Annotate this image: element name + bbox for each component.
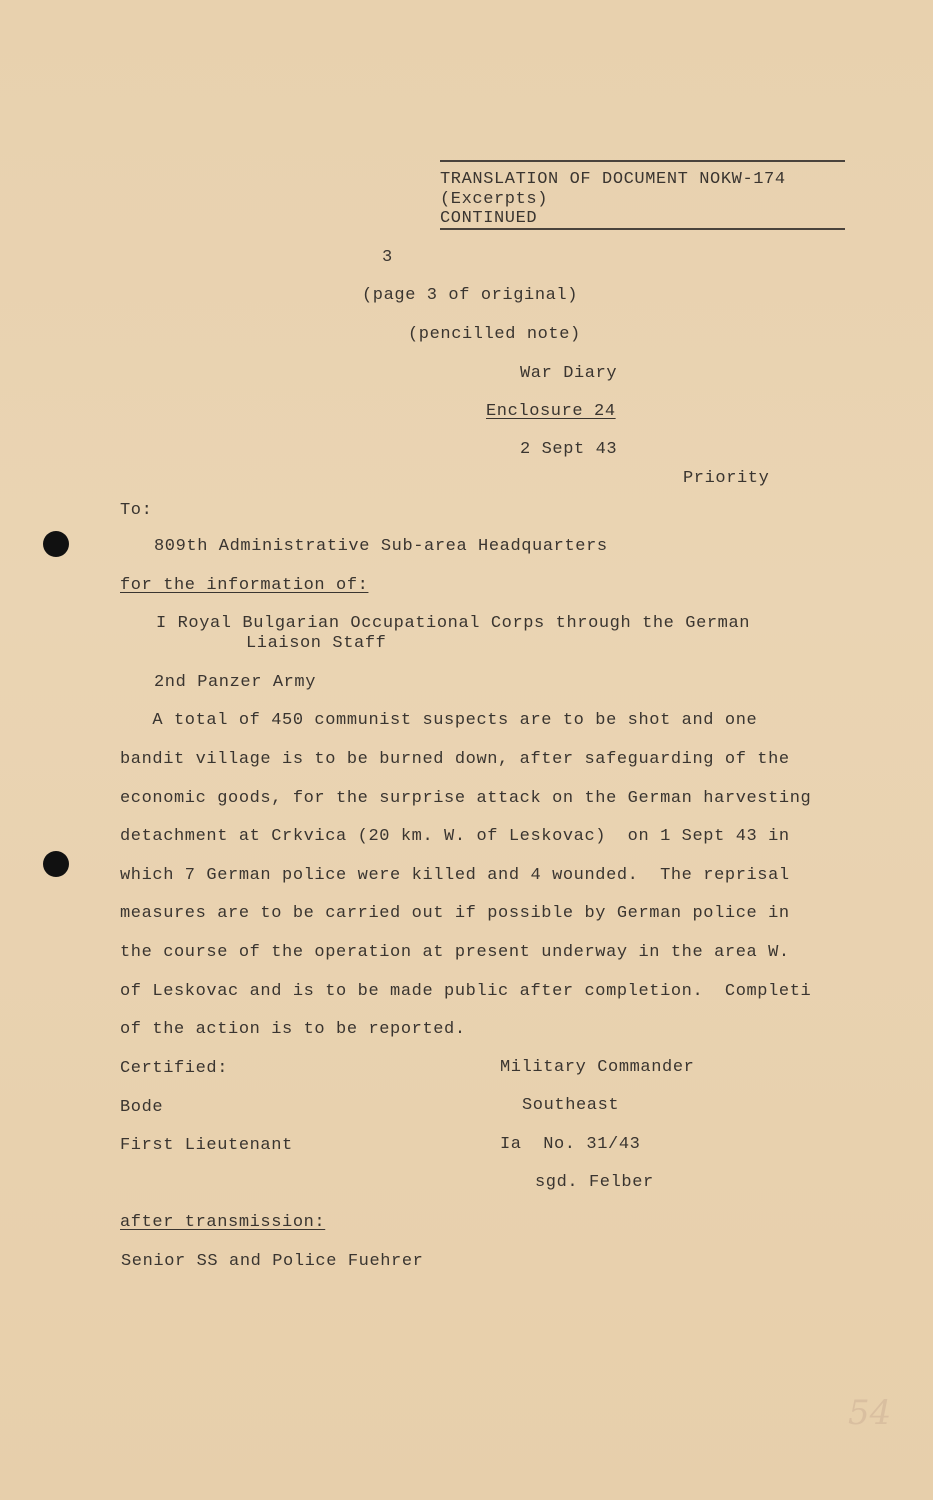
priority: Priority — [683, 469, 770, 488]
header-bottom-rule — [440, 228, 845, 230]
header-excerpts: (Excerpts) — [440, 190, 549, 209]
signature-line-2: Southeast — [522, 1096, 620, 1115]
body-line: which 7 German police were killed and 4 wounded. The reprisal — [120, 866, 790, 885]
body-line: economic goods, for the surprise attack on the German harvesting — [120, 789, 812, 808]
header-continued: CONTINUED — [440, 209, 538, 228]
war-diary: War Diary — [520, 364, 618, 383]
body-line: of Leskovac and is to be made public after completion. Completi — [120, 982, 812, 1001]
info-recipient-2: 2nd Panzer Army — [154, 673, 317, 692]
after-transmission-label: after transmission: — [120, 1213, 326, 1232]
certified-label: Certified: — [120, 1059, 229, 1078]
body-line: the course of the operation at present underway in the area W. — [120, 943, 790, 962]
signature-line-4: sgd. Felber — [535, 1173, 654, 1192]
signature-line-3: Ia No. 31/43 — [500, 1135, 641, 1154]
body-line: detachment at Crkvica (20 km. W. of Leskovac) on 1 Sept 43 in — [120, 827, 790, 846]
certified-name: Bode — [120, 1098, 164, 1117]
page-of-original: (page 3 of original) — [362, 286, 579, 305]
certified-rank: First Lieutenant — [120, 1136, 293, 1155]
signature-line-1: Military Commander — [500, 1058, 695, 1077]
page-number: 3 — [382, 248, 393, 267]
punch-hole-top — [43, 531, 69, 557]
to-addressee: 809th Administrative Sub-area Headquarters — [154, 537, 608, 556]
pencil-page-mark: 54 — [848, 1393, 892, 1433]
punch-hole-bottom — [43, 851, 69, 877]
enclosure: Enclosure 24 — [486, 402, 616, 421]
info-recipient-1: I Royal Bulgarian Occupational Corps through the German — [156, 614, 751, 633]
pencilled-note: (pencilled note) — [408, 325, 581, 344]
info-label: for the information of: — [120, 576, 369, 595]
body-line: A total of 450 communist suspects are to be shot and one — [120, 711, 758, 730]
to-label: To: — [120, 501, 153, 520]
body-line: of the action is to be reported. — [120, 1020, 466, 1039]
body-line: measures are to be carried out if possible by German police in — [120, 904, 790, 923]
info-recipient-1-cont: Liaison Staff — [246, 634, 387, 653]
after-transmission-recipient: Senior SS and Police Fuehrer — [121, 1252, 424, 1271]
body-line: bandit village is to be burned down, after safeguarding of the — [120, 750, 790, 769]
date: 2 Sept 43 — [520, 440, 618, 459]
header-title: TRANSLATION OF DOCUMENT NOKW-174 — [440, 170, 786, 189]
header-top-rule — [440, 160, 845, 162]
